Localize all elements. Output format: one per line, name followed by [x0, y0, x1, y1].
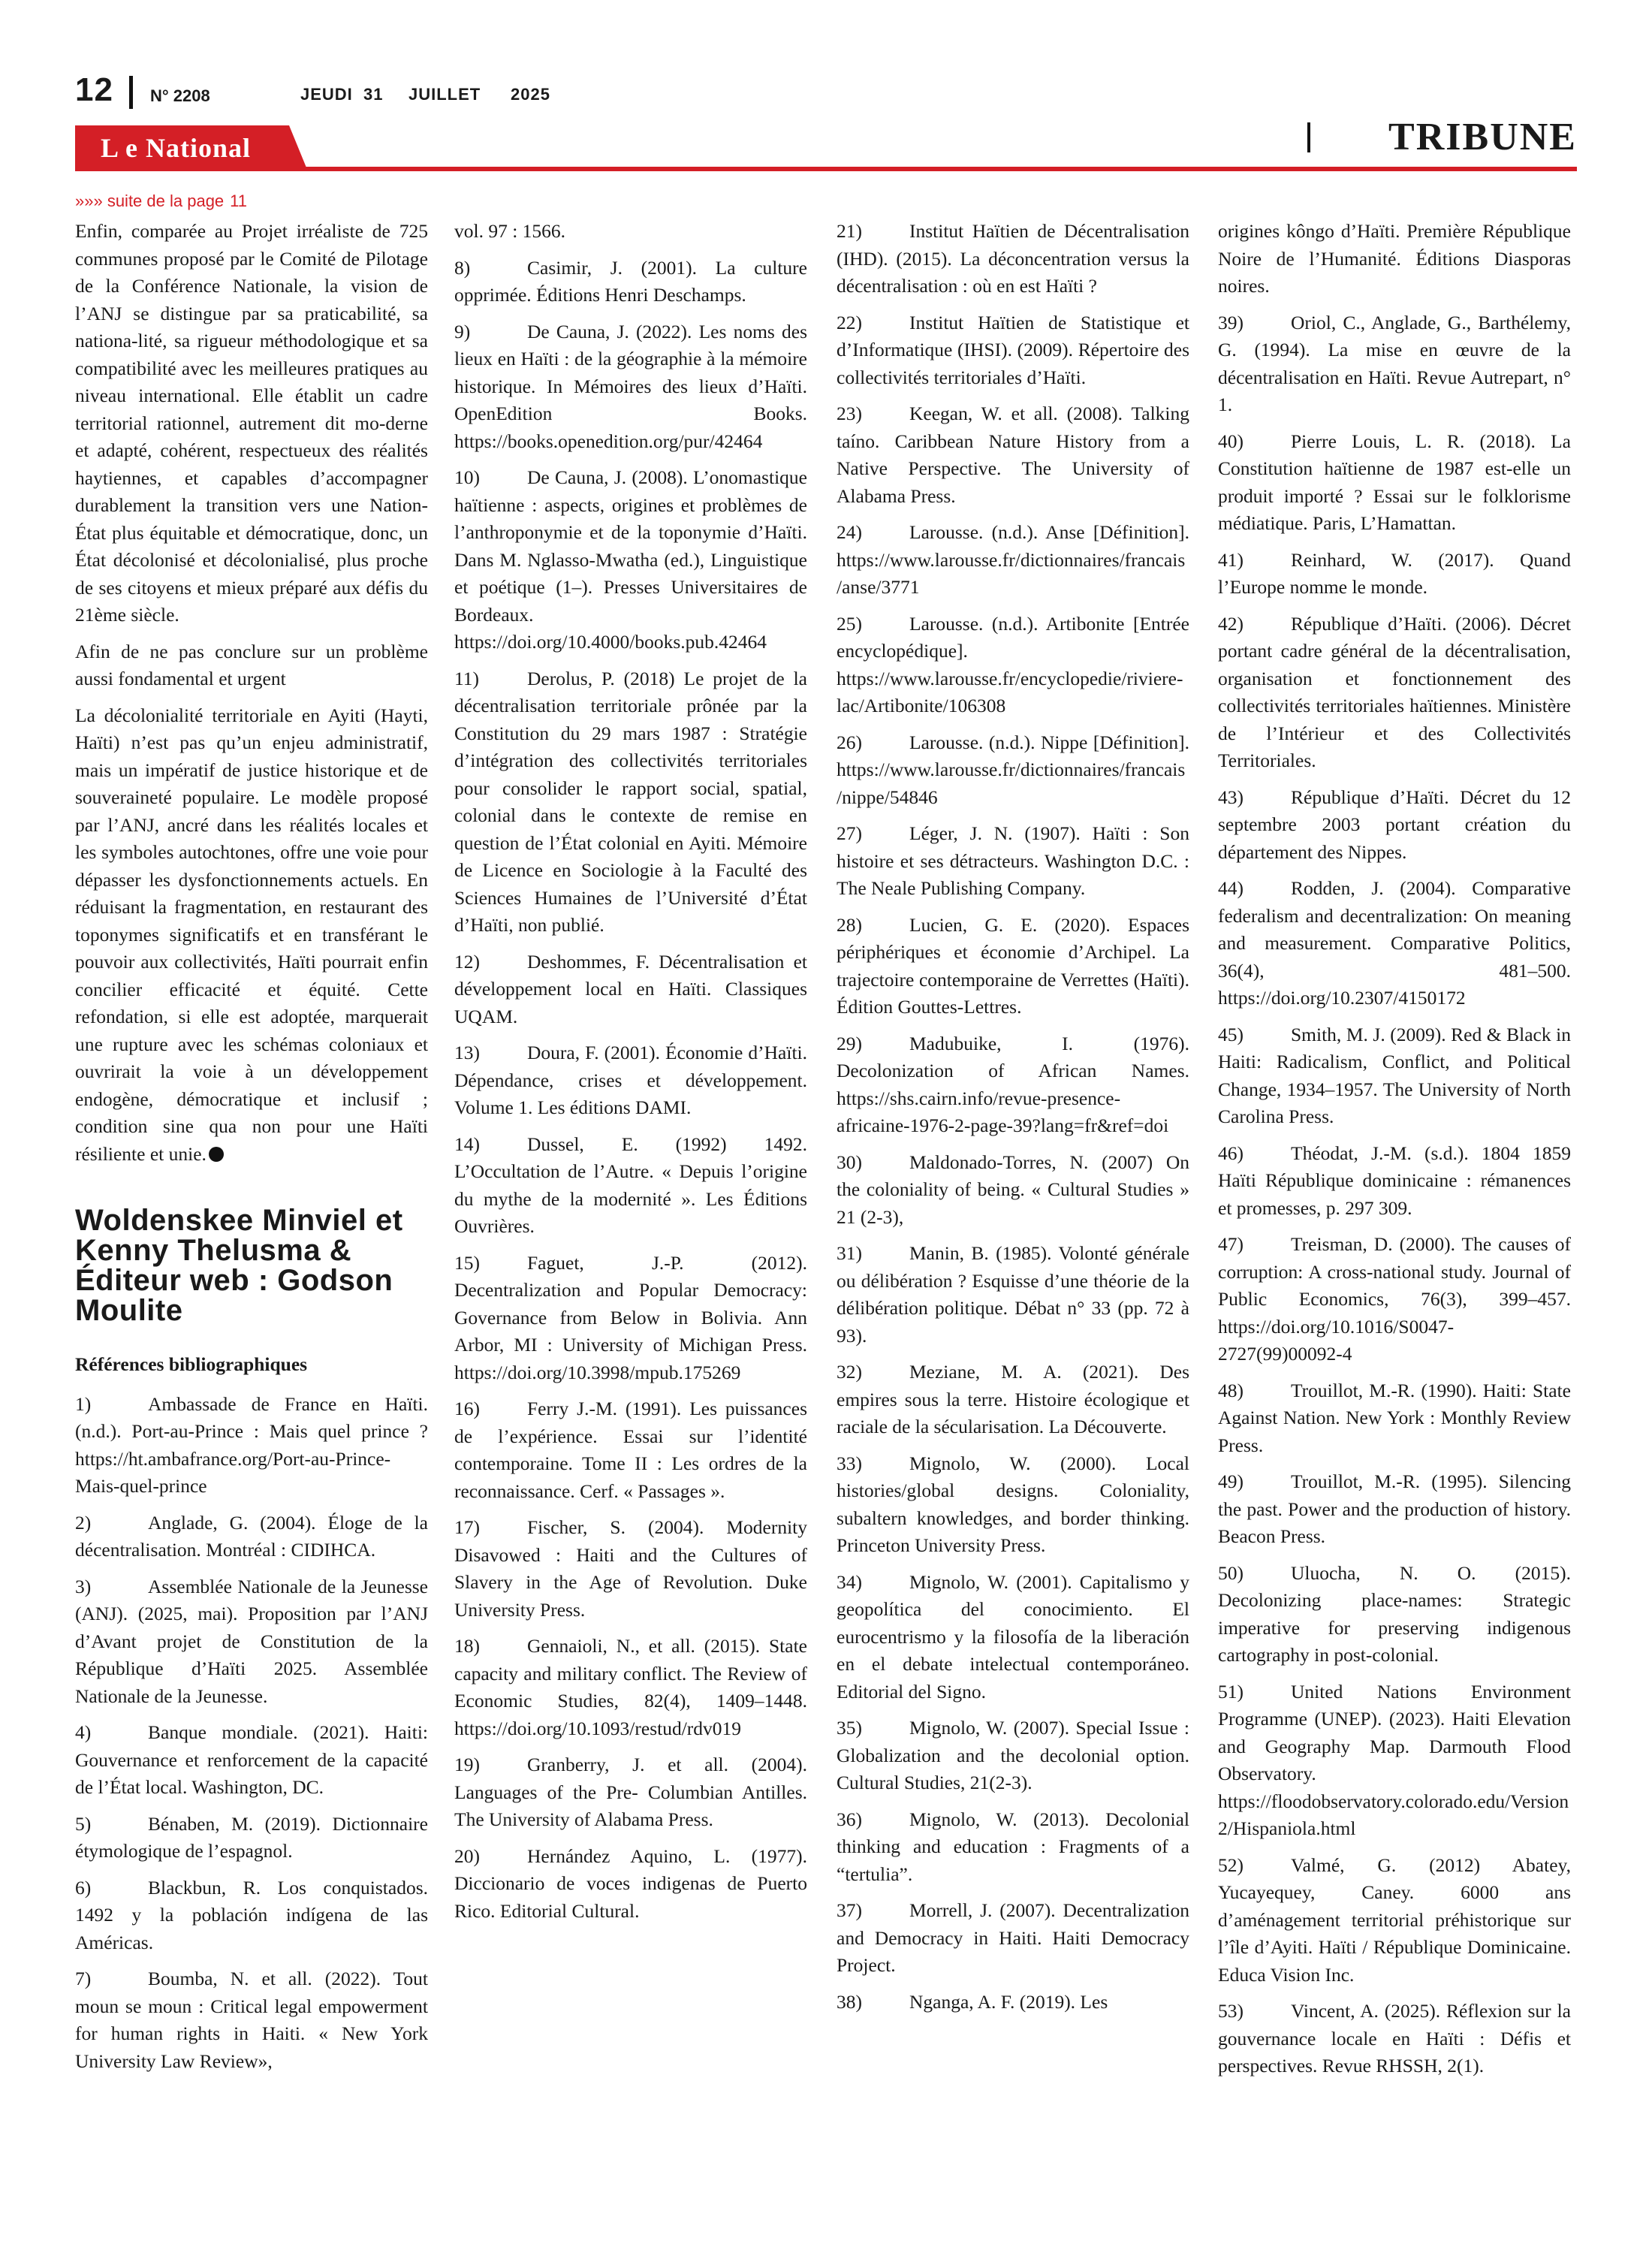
reference-text: Mignolo, W. (2007). Special Issue : Globalization and the decolonial option. Cultural Studies, 21(2-3).: [837, 1717, 1189, 1793]
reference-text: Fischer, S. (2004). Modernity Disavowed : Haiti and the Cultures of Slavery in the Age of Revolution. Duke University Press.: [454, 1516, 807, 1621]
reference-number: 19): [454, 1754, 480, 1775]
reference-number: 28): [837, 913, 862, 936]
reference-text: Larousse. (n.d.). Anse [Définition]. https://www.larousse.fr/dictionnaires/francais/anse/3771: [837, 521, 1189, 598]
reference-number: 24): [837, 521, 862, 543]
reference-number: 39): [1218, 311, 1244, 333]
reference-text: Treisman, D. (2000). The causes of corruption: A cross-national study. Journal of Public Economics, 76(3), 399–457. https://doi.org/10.1016/S0047-2727(99)00092-4: [1218, 1233, 1571, 1365]
reference-number: 5): [75, 1812, 92, 1835]
reference-number: 17): [454, 1516, 480, 1538]
reference-text: Maldonado-Torres, N. (2007) On the coloniality of being. « Cultural Studies » 21 (2-3),: [837, 1151, 1189, 1228]
reference-item: [1218, 1021, 1571, 1131]
reference-text: Banque mondiale. (2021). Haiti: Gouvernance et renforcement de la capacité de l’État local. Washington, DC.: [75, 1721, 428, 1798]
end-mark-icon: [209, 1147, 224, 1162]
reference-number: 21): [837, 220, 862, 242]
reference-item: [837, 1989, 1189, 2016]
reference-text: Morrell, J. (2007). Decentralization and Democracy in Haiti. Haiti Democracy Project.: [837, 1899, 1189, 1976]
continued-from: [75, 192, 247, 211]
reference-item: [837, 1030, 1189, 1140]
reference-item: [1218, 1998, 1571, 2080]
reference-number: 49): [1218, 1470, 1244, 1492]
reference-text: Casimir, J. (2001). La culture opprimée. Éditions Henri Deschamps.: [454, 256, 807, 306]
reference-text: Théodat, J.-M. (s.d.). 1804 1859 Haïti République dominicaine : rémanences et promesses, p. 297 309.: [1218, 1142, 1571, 1219]
reference-text: Anglade, G. (2004). Éloge de la décentralisation. Montréal : CIDIHCA.: [75, 1511, 428, 1561]
article-paragraph: Afin de ne pas conclure sur un problème aussi fondamental et urgent: [75, 640, 428, 689]
reference-number: 10): [454, 466, 480, 488]
continued-label: »»» suite de la page: [75, 192, 225, 210]
reference-number: 20): [454, 1844, 480, 1867]
reference-number: 11): [454, 667, 480, 689]
reference-number: 15): [454, 1251, 480, 1274]
reference-number: 30): [837, 1151, 862, 1173]
reference-text: Deshommes, F. Décentralisation et développement local en Haïti. Classiques UQAM.: [454, 950, 807, 1027]
header-date: 31: [363, 85, 384, 104]
reference-text: Rodden, J. (2004). Comparative federalism and decentralization: On meaning and measurement. Comparative Politics, 36(4), 481–500. https://doi.org/10.2307/4150172: [1218, 877, 1571, 1009]
reference-number: 37): [837, 1899, 862, 1921]
reference-text: Smith, M. J. (2009). Red & Black in Haiti: Radicalism, Conflict, and Political Change, 1934–1957. The University of North Carolina Press.: [1218, 1023, 1571, 1127]
reference-text: Granberry, J. et all. (2004). Languages of the Pre- Columbian Antilles. The University of Alabama Press.: [454, 1754, 807, 1830]
reference-number: 6): [75, 1876, 92, 1899]
reference-number: 1): [75, 1392, 92, 1415]
reference-number: 31): [837, 1242, 862, 1264]
reference-number: 53): [1218, 2000, 1244, 2022]
reference-number: 3): [75, 1575, 92, 1597]
reference-number: 25): [837, 612, 862, 635]
column-3: [837, 218, 1189, 2025]
reference-text: Mignolo, W. (2001). Capitalismo y geopolítica del conocimiento. El eurocentrismo y la filosofía de la liberación en el debate intelectual contemporáneo. Editorial del Signo.: [837, 1570, 1189, 1703]
reference-number: 29): [837, 1032, 862, 1054]
reference-item: [1218, 1678, 1571, 1843]
reference-item: [454, 665, 807, 940]
reference-text: Madubuike, I. (1976). Decolonization of African Names. https://shs.cairn.info/revue-presence-africaine-1976-2-page-39?lang=fr&ref=doi: [837, 1032, 1189, 1136]
column-2: [454, 218, 807, 1934]
reference-item: [454, 1250, 807, 1387]
reference-item: [1218, 875, 1571, 1012]
reference-number: 48): [1218, 1379, 1244, 1401]
reference-item: [454, 464, 807, 656]
reference-item: [454, 1039, 807, 1122]
reference-number: 16): [454, 1398, 480, 1419]
reference-text: Bénaben, M. (2019). Dictionnaire étymologique de l’espagnol.: [75, 1812, 428, 1862]
reference-text: Assemblée Nationale de la Jeunesse (ANJ). (2025, mai). Proposition par l’ANJ d’Avant projet de Constitution de la République d’Haïti 2025. Assemblée Nationale de la Jeunesse.: [75, 1575, 428, 1707]
references-heading: Références bibliographiques: [75, 1353, 308, 1375]
section-divider: [1307, 122, 1310, 152]
reference-item: [1218, 1140, 1571, 1223]
reference-number: 7): [75, 1968, 92, 1989]
reference-item: [454, 949, 807, 1031]
reference-item: [1218, 428, 1571, 538]
reference-list: [454, 255, 807, 1926]
reference-item: [1218, 309, 1571, 419]
reference-item: [837, 1897, 1189, 1980]
reference-text: Mignolo, W. (2000). Local histories/global designs. Coloniality, subaltern knowledges, and border thinking. Princeton University Press.: [837, 1452, 1189, 1556]
reference-text: Meziane, M. A. (2021). Des empires sous la terre. Histoire écologique et raciale de la sécularisation. La Découverte.: [837, 1361, 1189, 1437]
reference-item: [837, 1569, 1189, 1706]
reference-text: Dussel, E. (1992) 1492. L’Occultation de l’Autre. « Depuis l’origine du mythe de la modernité ». Les Éditions Ouvrières.: [454, 1133, 807, 1237]
reference-number: 26): [837, 731, 862, 753]
issue-number: N° 2208: [150, 86, 210, 105]
reference-text: De Cauna, J. (2022). Les noms des lieux en Haïti : de la géographie à la mémoire historique. In Mémoires des lieux d’Haïti. OpenEdition Books. https://books.openedition.org/pur/42464: [454, 320, 807, 452]
reference-text: Vincent, A. (2025). Réflexion sur la gouvernance locale en Haïti : Défis et perspectives. Revue RHSSH, 2(1).: [1218, 2000, 1571, 2077]
reference-number: 35): [837, 1717, 862, 1739]
reference-text: Léger, J. N. (1907). Haïti : Son histoire et ses détracteurs. Washington D.C. : The Neale Publishing Company.: [837, 822, 1189, 899]
reference-item: [837, 1359, 1189, 1441]
reference-text: Ferry J.-M. (1991). Les puissances de l’expérience. Essai sur l’identité contemporaine. Tome II : Les ordres de la reconnaissance. Cerf. « Passages ».: [454, 1398, 807, 1502]
reference-number: 8): [454, 256, 471, 279]
reference-continuation: vol. 97 : 1566.: [454, 220, 566, 242]
column-4: [1218, 218, 1571, 2089]
reference-item: [1218, 1231, 1571, 1368]
reference-number: 14): [454, 1133, 480, 1155]
reference-item: [1218, 1560, 1571, 1669]
reference-number: 18): [454, 1635, 480, 1657]
reference-item: [75, 1510, 428, 1564]
reference-item: [837, 1715, 1189, 1797]
reference-list: [1218, 309, 1571, 2080]
reference-item: [837, 309, 1189, 392]
reference-number: 38): [837, 1990, 862, 2013]
reference-item: [837, 611, 1189, 720]
reference-number: 47): [1218, 1233, 1244, 1255]
reference-item: [454, 1843, 807, 1926]
reference-list: [75, 1391, 428, 2076]
reference-number: 45): [1218, 1023, 1244, 1045]
reference-item: [454, 1514, 807, 1624]
reference-number: 12): [454, 950, 480, 973]
reference-item: [1218, 1852, 1571, 1989]
reference-number: 13): [454, 1042, 480, 1063]
reference-text: Reinhard, W. (2017). Quand l’Europe nomme le monde.: [1218, 548, 1571, 598]
reference-text: Boumba, N. et all. (2022). Tout moun se moun : Critical legal empowerment for human rights in Haiti. « New York University Law Review»,: [75, 1968, 428, 2072]
reference-continuation: origines kôngo d’Haïti. Première République Noire de l’Humanité. Éditions Diasporas noires.: [1218, 220, 1571, 297]
brand-logo: L e National: [101, 133, 252, 163]
reference-number: 4): [75, 1721, 92, 1743]
reference-text: United Nations Environment Programme (UNEP). (2023). Haiti Elevation and Geography Map. Darmouth Flood Observatory. https://floodobservatory.colorado.edu/Version2/Hispaniola.html: [1218, 1680, 1571, 1839]
reference-item: [75, 1719, 428, 1802]
reference-text: Valmé, G. (2012) Abatey, Yucayequey, Caney. 6000 ans d’aménagement territorial préhistorique sur l’île d’Ayiti. Haïti / République Dominicaine. Educa Vision Inc.: [1218, 1853, 1571, 1986]
reference-text: Larousse. (n.d.). Artibonite [Entrée encyclopédique]. https://www.larousse.fr/encyclopedie/riviere-lac/Artibonite/106308: [837, 612, 1189, 716]
reference-item: [1218, 784, 1571, 867]
reference-text: Manin, B. (1985). Volonté générale ou délibération ? Esquisse d’une théorie de la délibération politique. Débat n° 33 (pp. 72 à 93).: [837, 1242, 1189, 1347]
reference-number: 40): [1218, 430, 1244, 452]
reference-number: 22): [837, 311, 862, 333]
reference-text: Gennaioli, N., et all. (2015). State capacity and military conflict. The Review of Economic Studies, 82(4), 1409–1448. https://doi.org/10.1093/restud/rdv019: [454, 1635, 807, 1739]
header-day: JEUDI: [300, 85, 353, 104]
reference-item: [1218, 547, 1571, 602]
reference-number: 41): [1218, 548, 1244, 571]
section-title: TRIBUNE: [1388, 116, 1577, 158]
reference-text: Keegan, W. et all. (2008). Talking taíno. Caribbean Nature History from a Native Perspective. The University of Alabama Press.: [837, 403, 1189, 507]
reference-item: [837, 218, 1189, 300]
reference-number: 32): [837, 1361, 862, 1383]
reference-item: [1218, 611, 1571, 775]
article-authors: Woldenskee Minviel et Kenny Thelusma & Éditeur web : Godson Moulite: [75, 1204, 403, 1327]
reference-list: [837, 218, 1189, 2016]
reference-item: [454, 1395, 807, 1505]
reference-item: [837, 1149, 1189, 1232]
reference-text: Hernández Aquino, L. (1977). Diccionario de voces indigenas de Puerto Rico. Editorial Cultural.: [454, 1844, 807, 1922]
reference-item: [837, 400, 1189, 510]
reference-number: 36): [837, 1808, 862, 1830]
reference-number: 27): [837, 822, 862, 844]
reference-item: [75, 1391, 428, 1500]
reference-text: Institut Haïtien de Statistique et d’Informatique (IHSI). (2009). Répertoire des collectivités territoriales d’Haïti.: [837, 311, 1189, 388]
reference-text: Lucien, G. E. (2020). Espaces périphériques et économie d’Archipel. La trajectoire contemporaine de Verrettes (Haïti). Édition Gouttes-Lettres.: [837, 913, 1189, 1018]
header-rule: [75, 167, 1577, 171]
reference-text: Institut Haïtien de Décentralisation (IHD). (2015). La déconcentration versus la décentralisation : où en est Haïti ?: [837, 220, 1189, 297]
reference-number: 46): [1218, 1142, 1244, 1164]
reference-item: [75, 1811, 428, 1865]
header-month: JUILLET: [408, 85, 481, 104]
reference-text: Doura, F. (2001). Économie d’Haïti. Dépendance, crises et développement. Volume 1. Les éditions DAMI.: [454, 1042, 807, 1118]
reference-number: 43): [1218, 786, 1244, 808]
article-paragraph: [75, 702, 428, 1169]
reference-item: [1218, 1468, 1571, 1551]
reference-text: Faguet, J.-P. (2012). Decentralization and Popular Democracy: Governance from Below in Bolivia. Ann Arbor, MI : University of Michigan Press. https://doi.org/10.3998/mpub.175269: [454, 1251, 807, 1383]
header-divider: [129, 76, 133, 109]
reference-number: 42): [1218, 612, 1244, 635]
reference-text: République d’Haïti. (2006). Décret portant cadre général de la décentralisation, organisation et fonctionnement des collectivités territoriales haïtiennes. Ministère de l’Intérieur et des Collectivités Territoriales.: [1218, 612, 1571, 771]
reference-item: [837, 1240, 1189, 1350]
reference-item: [837, 519, 1189, 602]
reference-text: Nganga, A. F. (2019). Les: [909, 1990, 1108, 2013]
reference-text: Uluocha, N. O. (2015). Decolonizing place-names: Strategic imperative for preserving indigenous cartography in post-colonial.: [1218, 1561, 1571, 1666]
reference-text: Blackbun, R. Los conquistados. 1492 y la población indígena de las Américas.: [75, 1876, 428, 1953]
reference-number: 33): [837, 1452, 862, 1474]
reference-number: 52): [1218, 1853, 1244, 1876]
page-number: 12: [75, 71, 113, 108]
reference-item: [837, 1806, 1189, 1889]
reference-text: Pierre Louis, L. R. (2018). La Constitution haïtienne de 1987 est-elle un produit importé ? Essai sur le folklorisme médiatique. Paris, L’Hamattan.: [1218, 430, 1571, 534]
reference-number: 50): [1218, 1561, 1244, 1584]
paragraph-text: La décolonialité territoriale en Ayiti (Hayti, Haïti) n’est pas qu’un enjeu administratif, mais un impératif de justice historique et de souveraineté populaire. Le modèle proposé par l’ANJ, ancré dans les réalités locales et les symboles autochtones, offre une voie pour dépasser les dysfonctionnements actuels. En réduisant la fragmentation, en restaurant des toponymes significatifs et en transférant le pouvoir aux collectivités, Haïti pourrait enfin concilier efficacité et équité. Cette refondation, si elle est adoptée, marquerait une rupture avec les schémas coloniaux et ouvrirait la voie à un développement endogène, démocratique et inclusif ; condition sine qua non pour une Haïti résiliente et unie.: [75, 704, 428, 1165]
article-paragraph: Enfin, comparée au Projet irréaliste de 725 communes proposé par le Comité de Pilotage de la Conférence Nationale, la vision de l’ANJ se distingue par sa praticabilité, sa nationa-lité, sa rigueur méthodologique et sa compatibilité avec les meilleures pratiques au niveau international. Elle établit un cadre territorial rationnel, autrement dit mo-derne et adapté, cohérent, respectueux des réalités haytiennes, et capables d’accompagner durablement la transition vers une Nation-État plus équitable et démocratique, donc, un État décolonisé et décolonialisé, plus proche de ses citoyens et mieux préparé aux défis du 21ème siècle.: [75, 220, 428, 626]
reference-item: [454, 1751, 807, 1834]
reference-item: [837, 729, 1189, 812]
reference-item: [837, 1450, 1189, 1560]
reference-text: Ambassade de France en Haïti. (n.d.). Port-au-Prince : Mais quel prince ? https://ht.ambafrance.org/Port-au-Prince-Mais-quel-prince: [75, 1392, 428, 1497]
reference-item: [837, 912, 1189, 1021]
column-1: [75, 218, 428, 2084]
reference-text: République d’Haïti. Décret du 12 septembre 2003 portant création du département des Nippes.: [1218, 786, 1571, 863]
reference-item: [75, 1573, 428, 1711]
reference-item: [454, 255, 807, 309]
continued-page: 11: [230, 192, 248, 210]
reference-item: [454, 318, 807, 456]
reference-item: [454, 1131, 807, 1241]
reference-item: [837, 820, 1189, 903]
reference-text: Trouillot, M.-R. (1995). Silencing the past. Power and the production of history. Beacon Press.: [1218, 1470, 1571, 1547]
reference-number: 51): [1218, 1680, 1244, 1703]
reference-text: De Cauna, J. (2008). L’onomastique haïtienne : aspects, origines et problèmes de l’anthroponymie et de la toponymie d’Haïti. Dans M. Nglasso-Mwatha (ed.), Linguistique et poétique (1–). Presses Universitaires de Bordeaux. https://doi.org/10.4000/books.pub.42464: [454, 466, 807, 653]
header-year: 2025: [511, 85, 550, 104]
reference-number: 44): [1218, 877, 1244, 899]
reference-text: Oriol, C., Anglade, G., Barthélemy, G. (1994). La mise en œuvre de la décentralisation en Haïti. Revue Autrepart, n° 1.: [1218, 311, 1571, 415]
reference-number: 2): [75, 1511, 92, 1534]
reference-item: [1218, 1377, 1571, 1460]
reference-number: 23): [837, 403, 862, 424]
reference-item: [75, 1874, 428, 1957]
reference-number: 9): [454, 320, 471, 342]
reference-item: [75, 1965, 428, 2075]
reference-text: Derolus, P. (2018) Le projet de la décentralisation territoriale prônée par la Constitution du 29 mars 1987 : Stratégie d’intégration des collectivités territoriales pour consolider le rapport social, spatial, colonial dans le contexte de remise en question de l’État colonial en Ayiti. Mémoire de Licence en Sociologie à la Faculté des Sciences Humaines de l’Université d’État d’Haïti, non publié.: [454, 667, 807, 936]
reference-item: [454, 1633, 807, 1742]
reference-text: Larousse. (n.d.). Nippe [Définition]. https://www.larousse.fr/dictionnaires/francais/nippe/54846: [837, 731, 1189, 808]
reference-text: Mignolo, W. (2013). Decolonial thinking and education : Fragments of a “tertulia”.: [837, 1808, 1189, 1885]
reference-number: 34): [837, 1570, 862, 1593]
reference-text: Trouillot, M.-R. (1990). Haiti: State Against Nation. New York : Monthly Review Press.: [1218, 1379, 1571, 1456]
